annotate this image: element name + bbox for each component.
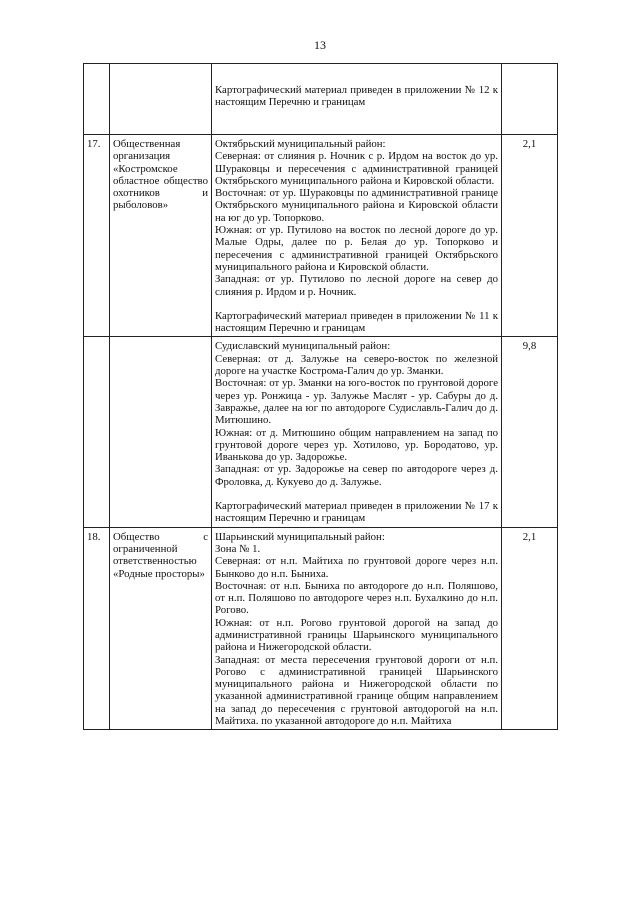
table-row bbox=[84, 337, 558, 527]
row-number bbox=[84, 64, 110, 135]
row-number: 17. bbox=[84, 135, 110, 337]
boundary-description bbox=[212, 527, 502, 730]
boundary-description bbox=[212, 64, 502, 135]
map-reference: Картографический материал приведен в приложении № 12 к настоящим Перечню и границам bbox=[215, 84, 498, 109]
table-row bbox=[84, 527, 558, 730]
district-name: Судиславский муниципальный район: bbox=[215, 340, 391, 353]
district-name: Октябрьский муниципальный район: bbox=[215, 138, 386, 150]
hunting-grounds-table bbox=[83, 63, 558, 730]
boundary-north: Северная: от н.п. Майтиха по грунтовой дороге через н.п. Бынково до н.п. Быниха. bbox=[215, 555, 498, 580]
boundary-east: Восточная: от ур. Зманки на юго-восток по грунтовой дороге через ур. Ронжица - ур. Залужье Маслят - ур. Сабуры до д. Завражье, далее на юг по автодороге Судиславль-Галич до д. Митюшино. bbox=[215, 377, 498, 427]
area-value: 2,1 bbox=[502, 527, 558, 730]
boundary-east: Восточная: от н.п. Быниха по автодороге до н.п. Поляшово, от н.п. Поляшово по автодороге через н.п. Бухалкино до н.п. Рогово. bbox=[215, 579, 498, 617]
area-value: 2,1 bbox=[502, 135, 558, 337]
area-value: 9,8 bbox=[502, 337, 558, 527]
map-reference: Картографический материал приведен в приложении № 11 к настоящим Перечню и границам bbox=[215, 309, 498, 335]
boundary-south: Южная: от д. Митюшино общим направлением на запад по грунтовой дороге через ур. Хотилово, ур. Бородатово, ур. Иванькова до ур. Задорожье. bbox=[215, 426, 498, 464]
table-row bbox=[84, 64, 558, 135]
zone-label: Зона № 1. bbox=[215, 542, 261, 555]
boundary-description bbox=[212, 337, 502, 527]
organization-name: Общественная организация «Костромское областное общество охотников и рыболовов» bbox=[110, 135, 212, 337]
boundary-south: Южная: от ур. Путилово на восток по лесной дороге до ур. Малые Одры, далее по р. Белая до ур. Топорково и пересечения с административной границей Октябрьского муниципального района и Кировской области. bbox=[215, 224, 498, 273]
row-number bbox=[84, 337, 110, 527]
organization-name: Общество с ограниченной ответственностью «Родные просторы» bbox=[110, 527, 212, 730]
boundary-description bbox=[212, 135, 502, 337]
organization-name bbox=[110, 337, 212, 527]
map-reference: Картографический материал приведен в приложении № 17 к настоящим Перечню и границам bbox=[215, 500, 498, 525]
boundary-south: Южная: от н.п. Рогово грунтовой дорогой на запад до административной границы Шарьинского муниципального района и Нижегородской области. bbox=[215, 616, 498, 654]
boundary-east: Восточная: от ур. Шураковцы по административной границе Октябрьского муниципального района и Кировской области на юг до ур. Топорково. bbox=[215, 187, 498, 224]
row-number: 18. bbox=[84, 527, 110, 730]
district-name: Шарьинский муниципальный район: bbox=[215, 530, 385, 543]
boundary-north: Северная: от слияния р. Ночник с р. Ирдом на восток до ур. Шураковцы и пересечения с административной границей Октябрьского муниципального района и Кировской области. bbox=[215, 150, 498, 187]
area-value bbox=[502, 64, 558, 135]
boundary-west: Западная: от ур. Путилово по лесной дороге на север до слияния р. Ирдом и р. Ночник. bbox=[215, 273, 498, 298]
boundary-west: Западная: от места пересечения грунтовой дороги от н.п. Рогово с административной границей Шарьинского муниципального района и Нижегородской области по указанной административной границе общим направлением на запад до пересечения с грунтовой автодорогой на н.п. Майтиха. по указанной автодороге до н.п. Майтиха bbox=[215, 653, 498, 728]
table-row bbox=[84, 135, 558, 337]
organization-name bbox=[110, 64, 212, 135]
boundary-north: Северная: от д. Залужье на северо-восток по железной дороге на участке Кострома-Галич до ур. Зманки. bbox=[215, 352, 498, 378]
page-number: 13 bbox=[314, 38, 326, 52]
boundary-west: Западная: от ур. Задорожье на север по автодороге через д. Фроловка, д. Кукуево до д. Залужье. bbox=[215, 463, 498, 488]
